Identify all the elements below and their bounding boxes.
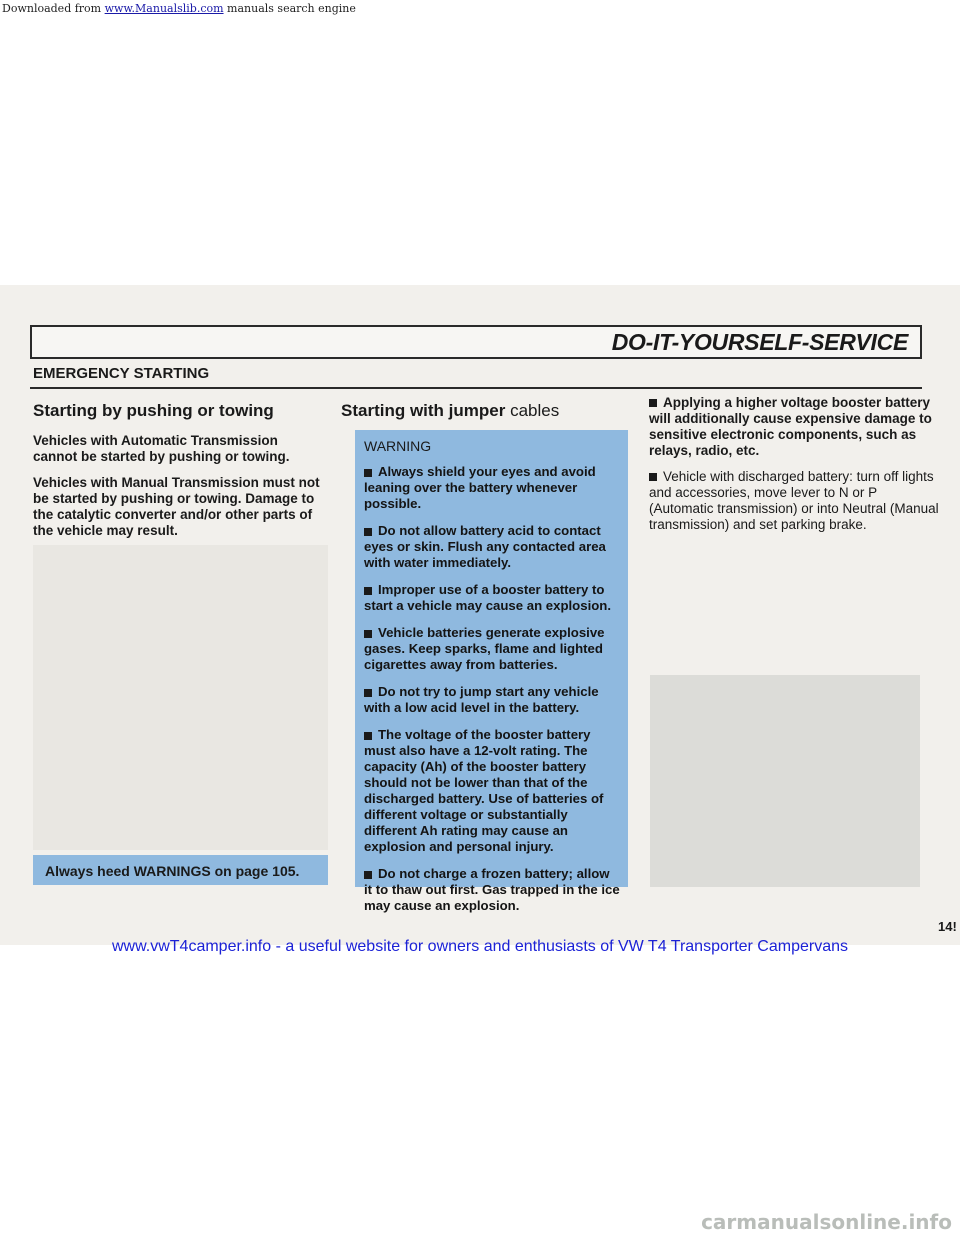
warning-item: Do not try to jump start any vehicle with a low acid level in the battery. bbox=[364, 684, 599, 715]
automatic-paragraph: Vehicles with Automatic Transmission cannot be started by pushing or towing. bbox=[33, 433, 290, 464]
source-line bbox=[2, 2, 356, 15]
jumper-heading bbox=[341, 401, 631, 421]
voltage-paragraph: Applying a higher voltage booster battery will additionally cause expensive damage to sensitive electronic components, such as relays, radio, etc. bbox=[649, 395, 932, 458]
bullet-square-icon bbox=[364, 630, 372, 638]
warning-item: Do not allow battery acid to contact eyes or skin. Flush any contacted area with water immediately. bbox=[364, 523, 606, 570]
faded-background-block bbox=[33, 545, 328, 850]
warning-box bbox=[355, 430, 628, 913]
section-heading: EMERGENCY STARTING bbox=[33, 365, 210, 382]
source-link[interactable]: www.Manualslib.com bbox=[104, 2, 224, 15]
manual-paragraph: Vehicles with Manual Transmission must not be started by pushing or towing. Damage to the catalytic converter and/or other parts of the vehicle may result. bbox=[33, 475, 320, 538]
divider bbox=[30, 387, 922, 389]
bullet-square-icon bbox=[364, 689, 372, 697]
jumper-heading-plain: cables bbox=[505, 401, 560, 420]
website-banner[interactable]: www.vwT4camper.info - a useful website for owners and enthusiasts of VW T4 Transporter Campervans bbox=[111, 938, 849, 955]
column-continued bbox=[649, 395, 939, 543]
page-number: 14! bbox=[938, 919, 957, 934]
manual-page bbox=[0, 285, 960, 945]
warning-item: Always shield your eyes and avoid leaning over the battery whenever possible. bbox=[364, 464, 596, 511]
pushing-heading: Starting by pushing or towing bbox=[33, 401, 274, 420]
bullet-square-icon bbox=[364, 871, 372, 879]
page-title: DO-IT-YOURSELF-SERVICE bbox=[611, 329, 908, 355]
warning-item: Vehicle batteries generate explosive gases. Keep sparks, flame and lighted cigarettes away from batteries. bbox=[364, 625, 605, 672]
bullet-square-icon bbox=[364, 587, 372, 595]
bullet-square-icon bbox=[364, 528, 372, 536]
column-pushing-towing bbox=[33, 395, 323, 549]
warning-item: Improper use of a booster battery to start a vehicle may cause an explosion. bbox=[364, 582, 612, 613]
column-jumper-cables bbox=[341, 395, 631, 433]
jumper-heading-bold: Starting with jumper bbox=[341, 401, 506, 420]
source-prefix: Downloaded from bbox=[2, 2, 105, 15]
title-box bbox=[30, 325, 922, 359]
watermark: carmanualsonline.info bbox=[701, 1210, 952, 1234]
warning-item: The voltage of the booster battery must also have a 12-volt rating. The capacity (Ah) of the booster battery should not be lower than that of the discharged battery. Use of batteries of different voltage or substantially different Ah rating may cause an explosion and personal injury. bbox=[364, 727, 604, 854]
bullet-square-icon bbox=[364, 469, 372, 477]
heed-warnings-box bbox=[33, 855, 328, 885]
bullet-square-icon bbox=[649, 473, 657, 481]
bullet-square-icon bbox=[649, 399, 657, 407]
warning-item: Do not charge a frozen battery; allow it to thaw out first. Gas trapped in the ice may cause an explosion. bbox=[364, 866, 620, 913]
source-suffix: manuals search engine bbox=[223, 2, 356, 15]
discharged-paragraph: Vehicle with discharged battery: turn off lights and accessories, move lever to N or P (Automatic transmission) or into Neutral (Manual transmission) and set parking brake. bbox=[649, 469, 939, 532]
faded-background-block bbox=[650, 675, 920, 887]
bullet-square-icon bbox=[364, 732, 372, 740]
heed-warnings-text: Always heed WARNINGS on page 105. bbox=[45, 863, 300, 879]
warning-title: WARNING bbox=[364, 438, 432, 454]
